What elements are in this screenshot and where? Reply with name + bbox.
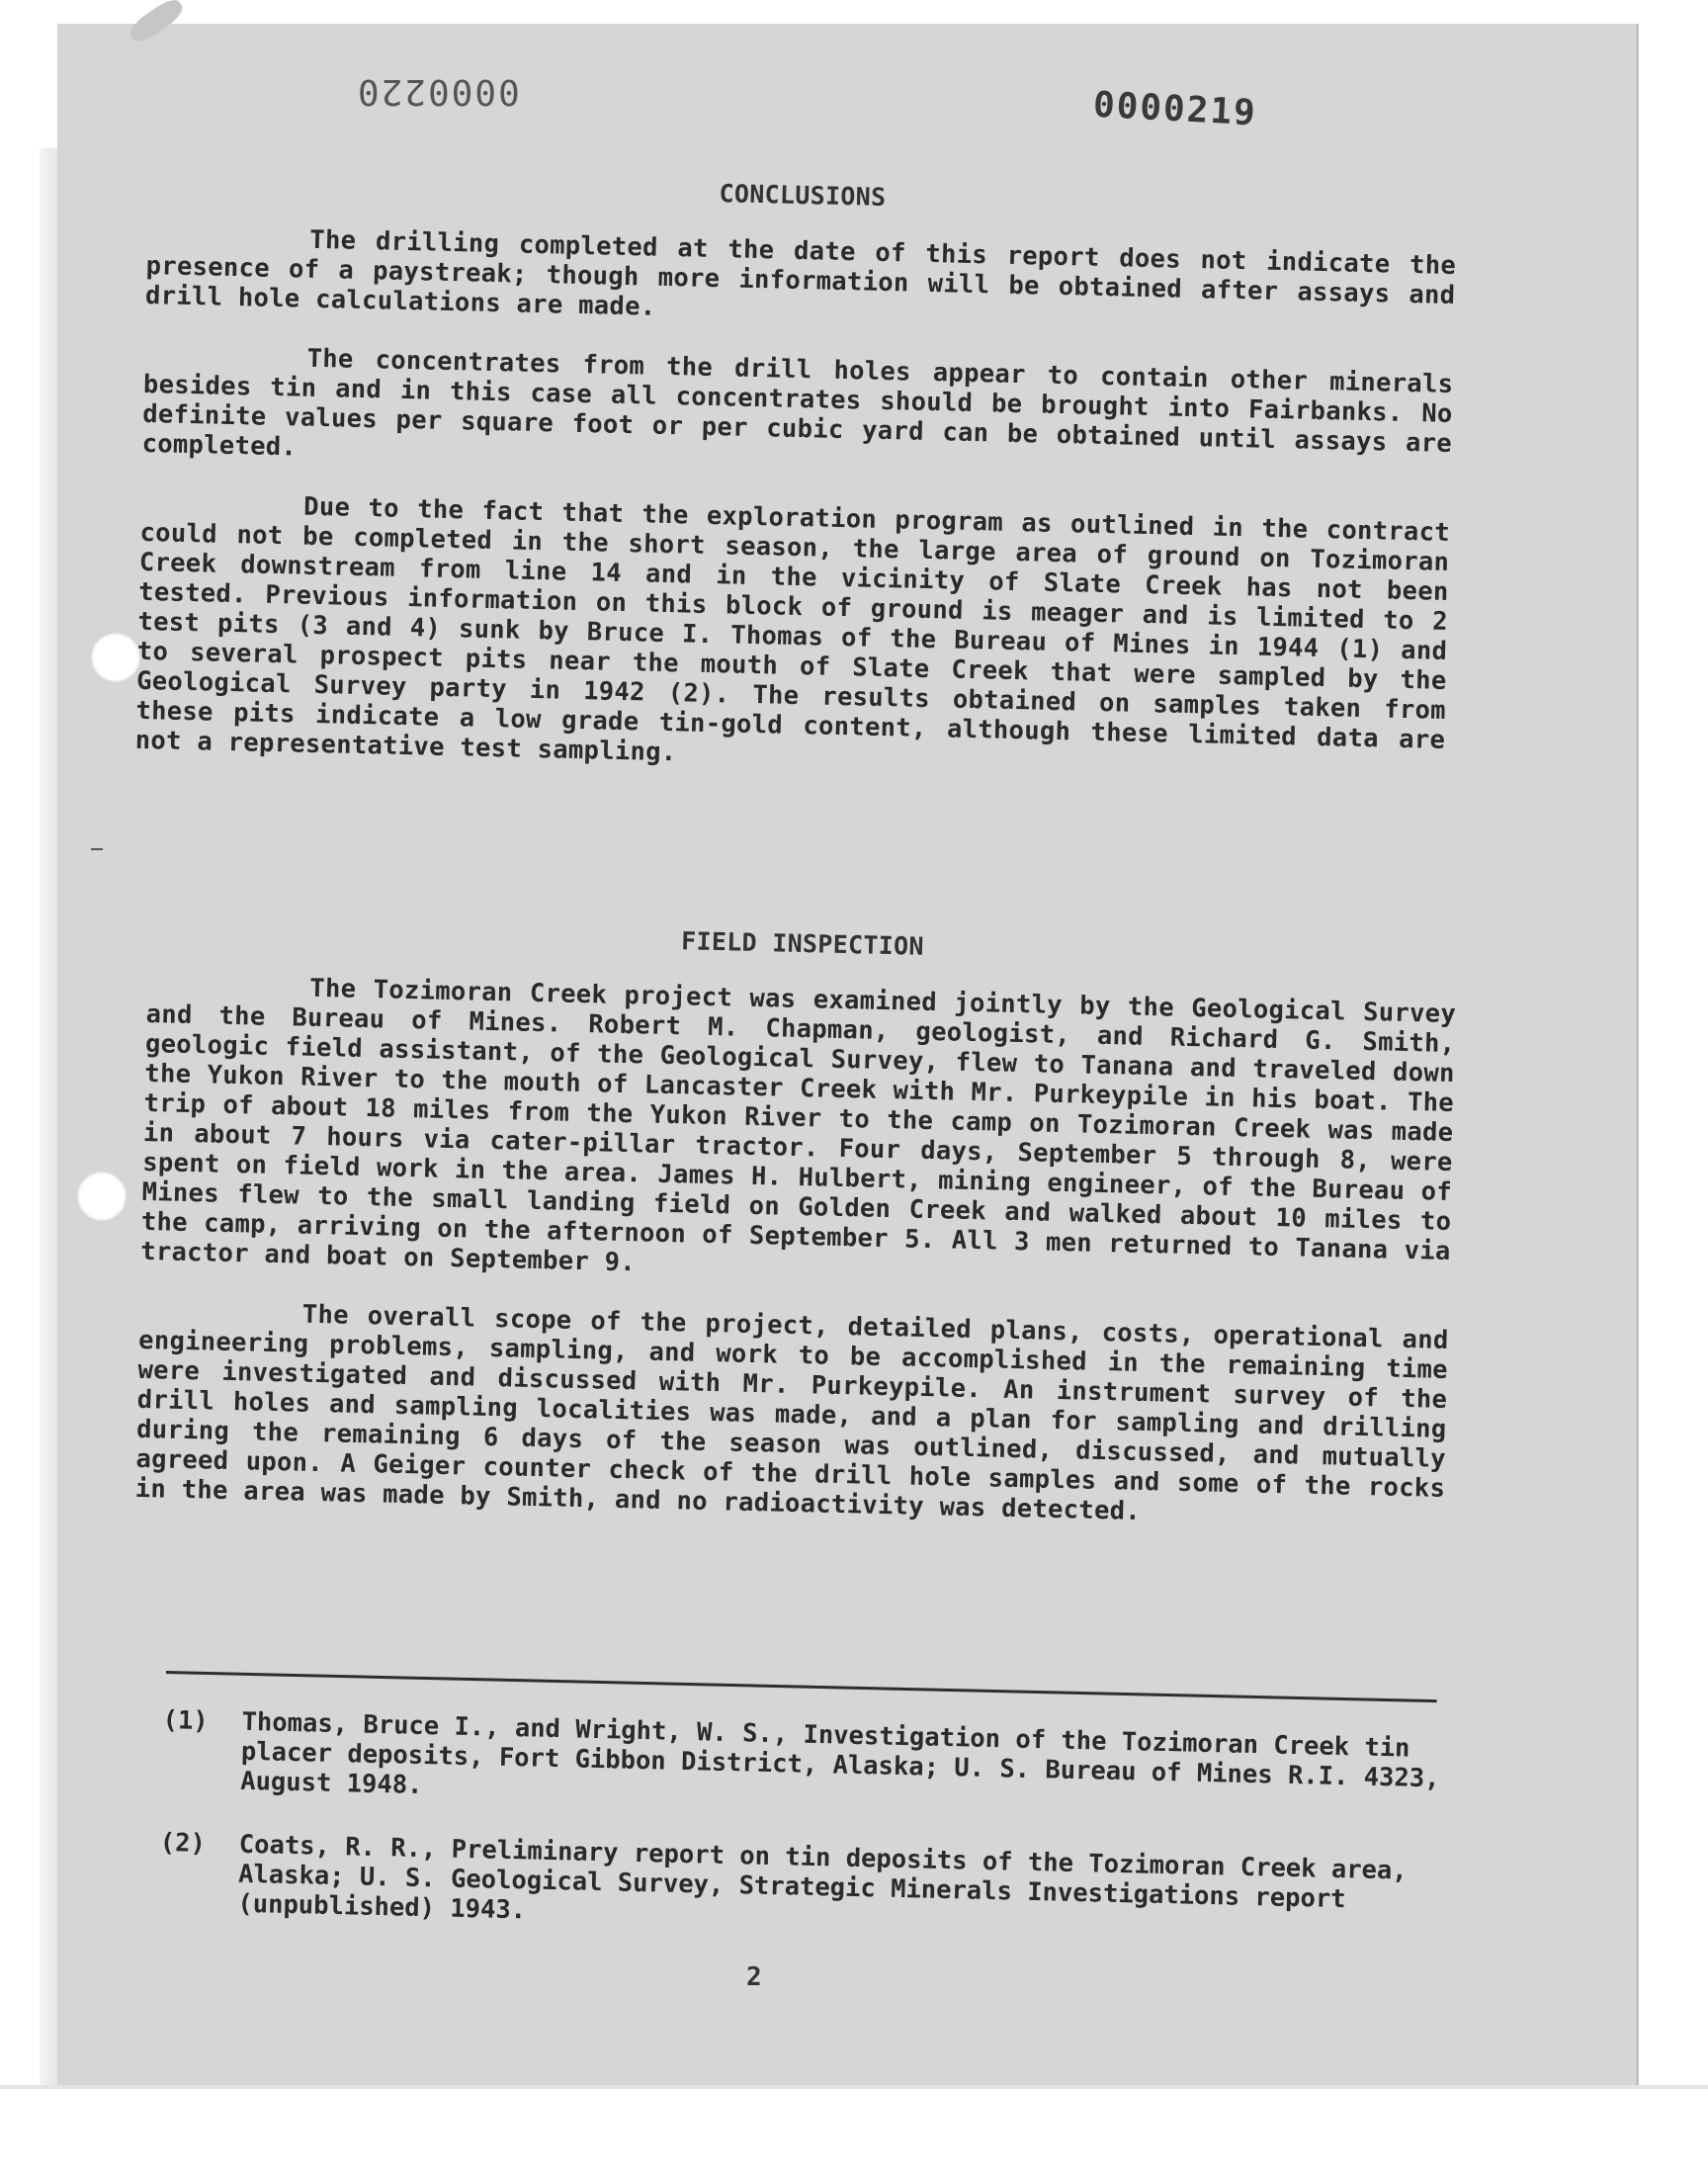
field-inspection-paragraph-2: The overall scope of the project, detailed plans, costs, operational and engineering problems, sampling, and work to be accomplished in the remaining time were investigated and discussed with Mr. Purkeypile. An instrument survey of the drill holes and sampling localities was made, and a plan for sampling and drilling during the remaining 6 days of the season was outlined, discussed, and mutually agreed upon. A Geiger counter check of the drill hole samples and some of the rocks in the area was made by Smith, and no radioactivity was detected. <box>134 1299 1449 1526</box>
conclusions-paragraph-1: The drilling completed at the date of this report does not indicate the presence of a paystreak; though more information will be obtained after assays and drill hole calculations are made. <box>144 224 1457 322</box>
page-number: 2 <box>746 1962 762 1992</box>
conclusions-section <box>134 166 1457 785</box>
field-inspection-heading: FIELD INSPECTION <box>680 926 925 961</box>
footnote-2 <box>158 1828 1445 1946</box>
footnote-marker: (1) <box>162 1705 210 1737</box>
footnote-text: Thomas, Bruce I., and Wright, W. S., Investigation of the Tozimoran Creek tin placer deposits, Fort Gibbon District, Alaska; U. S. Bureau of Mines R.I. 4323, August 1948. <box>239 1706 1440 1800</box>
field-inspection-paragraph-1: The Tozimoran Creek project was examined jointly by the Geological Survey and the Bureau of Mines. Robert M. Chapman, geologist, and Richard G. Smith, geologic field assistant, of the Geological Survey, flew to Tanana and traveled down the Yukon River to the mouth of Lancaster Creek with Mr. Purkeypile in his boat. The trip of about 18 miles from the Yukon River to the camp on Tozimoran Creek was made in about 7 hours via cater-pillar tractor. Four days, September 5 through 8, were spent on field work in the area. James H. Hulbert, mining engineer, of the Bureau of Mines flew to the small landing field on Golden Creek and walked about 10 miles to the camp, arriving on the afternoon of September 5. All 3 men returned to Tanana via tractor and boat on September 9. <box>139 973 1457 1278</box>
conclusions-heading: CONCLUSIONS <box>719 179 887 212</box>
footnote-marker: (2) <box>159 1827 207 1860</box>
page-edge-shadow <box>40 148 57 2086</box>
punch-hole <box>91 633 140 682</box>
margin-mark <box>91 848 103 850</box>
page-bottom-edge <box>0 2085 1708 2089</box>
punch-hole <box>77 1172 127 1221</box>
footnotes <box>157 1705 1447 1979</box>
conclusions-paragraph-2: The concentrates from the drill holes appear to contain other minerals besides tin and in this case all concentrates should be brought into Fairbanks. No definite values per square foot or per cubic yard can be obtained until assays are completed. <box>141 343 1454 463</box>
document-number-inverted: 0000220 <box>356 71 520 112</box>
footnote-text: Coats, R. R., Preliminary report on tin deposits of the Tozimoran Creek area, Alaska; U. S. Geological Survey, Strategic Minerals Investigations report (unpublished) 1943. <box>237 1829 1409 1926</box>
document-number: 0000219 <box>1092 84 1258 134</box>
conclusions-paragraph-3: Due to the fact that the exploration program as outlined in the contract could not be completed in the short season, the large area of ground on Tozimoran Creek downstream from line 14 and in the vicinity of Slate Creek has not been tested. Previous information on this block of ground is meager and is limited to 2 test pits (3 and 4) sunk by Bruce I. Thomas of the Bureau of Mines in 1944 (1) and to several prospect pits near the mouth of Slate Creek that were sampled by the Geological Survey party in 1942 (2). The results obtained on samples taken from these pits indicate a low grade tin-gold content, although these limited data are not a representative test sampling. <box>134 491 1451 768</box>
field-inspection-section <box>134 914 1457 1533</box>
